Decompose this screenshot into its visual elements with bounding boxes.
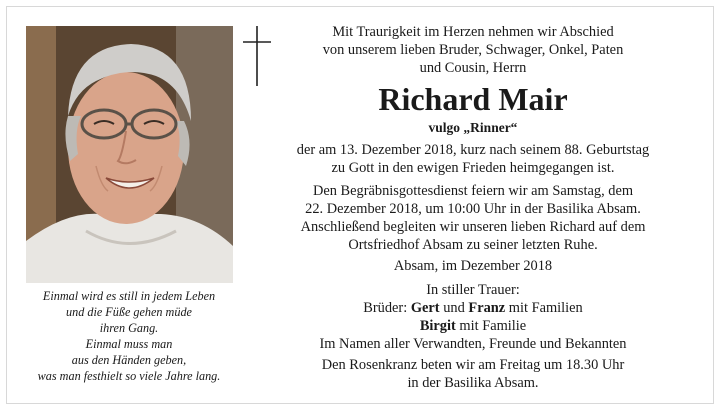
- brothers-prefix: Brüder:: [363, 300, 408, 316]
- place-date: Absam, im Dezember 2018: [393, 258, 553, 274]
- mourners-heading: In stiller Trauer:: [426, 282, 520, 298]
- sister-suffix: mit Familie: [459, 318, 527, 334]
- funeral-line: Den Begräbnisgottesdienst feiern wir am Samstag, dem: [312, 183, 634, 199]
- death-line: zu Gott in den ewigen Frieden heimgegangen ist.: [331, 160, 615, 176]
- rosary-line: in der Basilika Absam.: [407, 375, 539, 391]
- poem: [20, 288, 238, 385]
- others-line: Im Namen aller Verwandten, Freunde und Bekannten: [319, 336, 627, 352]
- poem-line: was man festhielt so viele Jahre lang.: [37, 369, 221, 384]
- poem-line: aus den Händen geben,: [71, 353, 187, 368]
- poem-line: ihren Gang.: [99, 321, 159, 336]
- intro-line: und Cousin, Herrn: [419, 60, 527, 76]
- death-line: der am 13. Dezember 2018, kurz nach seinem 88. Geburtstag: [296, 142, 650, 158]
- poem-line: Einmal muss man: [85, 337, 173, 352]
- sister-name: Birgit: [419, 318, 456, 334]
- intro-line: Mit Traurigkeit im Herzen nehmen wir Abschied: [332, 24, 614, 40]
- deceased-name: Richard Mair: [378, 81, 568, 117]
- portrait-photo: [26, 26, 233, 283]
- brother-name: Franz: [468, 300, 506, 316]
- brothers-suffix: mit Familien: [508, 300, 583, 316]
- poem-line: Einmal wird es still in jedem Leben: [42, 289, 216, 303]
- nickname: vulgo „Rinner“: [428, 120, 518, 135]
- funeral-line: 22. Dezember 2018, um 10:00 Uhr in der Basilika Absam.: [305, 201, 641, 217]
- intro-line: von unserem lieben Bruder, Schwager, Onkel, Paten: [322, 42, 624, 58]
- sister-line: [257, 317, 689, 335]
- poem-line: und die Füße gehen müde: [66, 305, 192, 320]
- funeral-line: Anschließend begleiten wir unseren lieben Richard auf dem: [300, 219, 646, 235]
- brother-name: Gert: [410, 300, 440, 316]
- and-word: und: [443, 300, 465, 316]
- rosary-line: Den Rosenkranz beten wir am Freitag um 18.30 Uhr: [321, 357, 625, 373]
- brothers-line: [257, 299, 689, 317]
- funeral-line: Ortsfriedhof Absam zu seiner letzten Ruhe.: [348, 237, 598, 253]
